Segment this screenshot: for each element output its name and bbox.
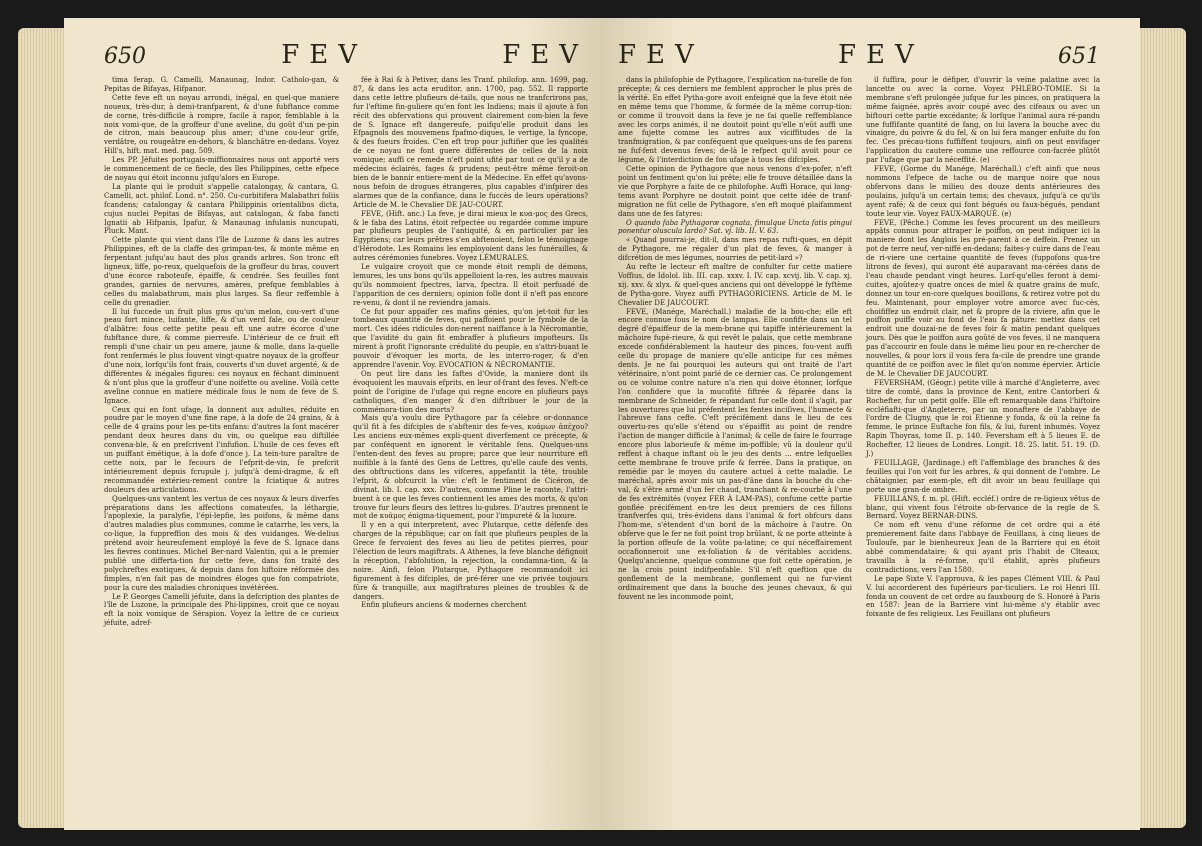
left-column-2 (353, 76, 588, 628)
right-page-number: 651 (1058, 44, 1100, 69)
paragraph: Le P. Georges Camelli jéfuite, dans la defcription des plantes de l'île de Luzone, la principale des Phi-lippines, croit que ce noyau eft la noix vomique de Sérapion. Voyez la lettre de ce curieux jéfuite, adref- (104, 592, 339, 628)
paragraph: FEUILLAGE, (Jardinage.) eft l'affemblage des branches & des feuilles qui l'on voit fur les arbres, & qui donnent de l'ombre. Le châtaignier, par exem-ple, eft dit avoir un beau feuillage qui porte une gran-de ombre. (866, 458, 1100, 494)
paragraph: il fuffira, pour le défiper, d'ouvrir la veine palatine avec la lancette ou avec la corne. Voyez PHLÉBO-TOMIE. Si la membrane s'eft prolongée jufque fur les pinces, on pratiquera la même faignée, après avoir coupé avec des cifeaux ou avec un biftouri cette partie excédante; & lorfque l'animal aura ré-pandu une fuffifante quantité de fang, on lui lavera la bouche avec du vinaigre, du poivre & du fel, & on lui fera manger enfuite du fon fec. Ces précau-tions fuffiffent toujours, ainfi on peut envifager l'application du cautere comme une reffource con-facrée plûtôt par l'ufage que par la néceffité. (e) (866, 76, 1100, 165)
paragraph: FEUILLANS, f. m. pl. (Hift. eccléf.) ordre de re-ligieux vêtus de blanc, qui vivent fous l'étroite ob-fervance de la regle de S. Bernard. Voyez BERNAR-DINS. (866, 494, 1100, 521)
left-headword-repeat: FEV (502, 40, 588, 70)
paragraph: Au refte le lecteur eft maître de confulter fur cette matiere Voffius, de Idolol. lib. III. cap. xxxv. I. IV. cap. xcvij. lib. V. cap. xj. xij. xxv. & xlyx. & quel-ques anciens qui ont développé le fyftème de Pytha-gore. Voyez auffi PYTHAGORICIENS. Article de M. le Chevalier DE JAUCOURT. (618, 263, 852, 307)
verse-quote: O quando faba Pythagoræ cognata, fimulque Uncta fatis pingui ponentur oluscula lardo? Sat. vj. lib. II. V. 63. (618, 218, 852, 236)
paragraph: Mais qu'a voulu dire Pythagore par fa célebre or-donnance qu'il fit à fes difciples de s'abftenir des fe-ves, κυάμων ἀπέχου? Les anciens eux-mêmes expli-quent diverfement ce précepte, & par conféquent en ignorent le véritable fens. Quelques-uns l'enten-dent des feves au propre; parce que leur nourriture eft nuifible à la fanté des Gens de Lettres, qu'elle caufe des vents, des obftructions dans les vifceres, appefantit la tête, trouble l'efprit, & obfcurcit la vûe: c'eft le fentiment de Cicéron, de divinat. lib. I. cap. xxx. D'autres, comme Pline le raconte, l'attri-buent à ce que les feves contiennent les ames des morts, & qu'on trouve fur leurs fleurs des lettres lu-gubres. D'autres prennent le mot de κυάμος énigma-tiquement, pour l'impureté & la luxure. (353, 414, 588, 521)
paragraph: tima ferap. G. Camelli, Manaunag, Indor. Catholo-gan, & Pepitas de Bifayas, Hifpanor. (104, 76, 339, 93)
left-running-head (104, 40, 588, 70)
paragraph: Ce nom eft venu d'une réforme de cet ordre qui a été premierement faite dans l'abbaye de Feuillans, à cinq lieues de Touloufe, par le bienheureux Jean de la Barriere qui en étoit abbé commendataire; & qui ayant pris l'habit de Cîteaux, travailla à la ré-forme, qu'il établit, après plufieurs contradictions, vers l'an 1580. (866, 521, 1100, 574)
left-headword: FEV (281, 40, 367, 70)
right-page (600, 18, 1140, 830)
paragraph: Ceux qui en font ufage, la donnent aux adultes, réduite en poudre par le moyen d'une fine rape, à la dofe de 24 grains, & à celle de 4 grains pour les pe-tits enfans: d'autres la font macérer pendant deux heures dans du vin, ou quelque eau diftillée convena-ble, & en prefcrivent l'infufion. L'huile de ces feves eft un puiffant émétique, à la dofe d'once j. La tein-ture paraître de cette noix, par le fecours de l'efprit-de-vin, fe prefcrit intérieurement depuis fcrupule j. jufqu'à demi-dragme, & eft recommandée extérieu-rement contre la fciatique & autres douleurs des articulations. (104, 405, 339, 494)
right-column-1 (618, 76, 852, 619)
paragraph: On peut lire dans les faftes d'Ovide, la maniere dont ils évoquoient les mauvais efprits, en leur of-frant des feves. N'eft-ce point de l'origine de l'ufage qui regne encore en plufieurs pays catholiques, d'en manger & d'en diftribuer le jour de la commémora-tion des morts? (353, 369, 588, 414)
paragraph: Cette plante qui vient dans l'île de Luzone & dans les autres Philippines, eft de la claffe des grimpan-tes, & monte même en ferpentant jufqu'au haut des plus grands arbres. Son tronc eft ligneux, liffe, po-reux, quelquefois de la groffeur du bras, couvert d'une écorce raboteufe, épaiffe, & cendrée. Ses feuilles font grandes, garnies de nervures, amères, prefque femblables à celles du malabathrum, mais plus larges. Sa fleur reffemble à celle du grenadier. (104, 236, 339, 307)
paragraph: fée à Rai & à Petiver, dans les Tranf. philofop. ann. 1699, pag. 87, & dans les acta eruditor, ann. 1700, pag. 552. Il rapporte dans cette lettre plufieurs dé-tails, que nous ne tranfcrirons pas, fur l'eftime fin-guliere qu'en font les Indiens; mais il ajoute à fon récit des obfervations qui prouvent clairement com-bien la feve de S. Ignace eft dangereufe, puifqu'elle produit dans les Efpagnols des mouvemens fpafmo-diques, le vertige, la fyncope, & des fueurs froides. C'en eft trop pour juftifier que les qualités de ce noyau ne font guere différentes de celles de la noix vomique; auffi ce remede n'eft point ufité par tout ce qu'il y a de médecins éclairés, fages & prudens; peut-être même feroit-on bien de le bannir entiere-ment de la Médecine. En effet qu'avons-nous befoin de drogues étrangeres, plus capables d'infpirer des alarmes que de la confiance, dans le fuccès de leurs opérations? Article de M. le Chevalier DE JAU-COURT. (353, 76, 588, 209)
paragraph: Le pape Sixte V. l'approuva, & les papes Clément VIII. & Paul V. lui accorderent des fupérieurs par-ticuliers. Le roi Henri III. fonda un couvent de cet ordre au fauxbourg de S. Honoré à Paris en 1587: Jean de la Barriere vint lui-même s'y établir avec foixante de fes religieux. Les Feuillans ont plufieurs (866, 574, 1100, 619)
paragraph: Le vulgaire croyoit que ce monde étoit rempli de démons, lemures, les uns bons qu'ils appelloient la-res, les autres mauvais qu'ils nommoient fpectres, larva, fpectra. Il étoit perfuadé de l'apparition de ces derniers; opinion folle dont il n'eft pas encore re-venu, & dont il ne reviendra jamais. (353, 263, 588, 307)
right-column-2 (866, 76, 1100, 619)
paragraph: FEVERSHAM, (Géogr.) petite ville à marché d'Angleterre, avec titre de comté, dans la province de Kent, entre Cantorberi & Rochefter, fur un petit golfe. Elle eft remarquable dans l'hiftoire eccléfiafti-que d'Angleterre, par un monaftere de l'abbaye de l'ordre de Clugny, que le roi Etienne y fonda, & où la reine fa femme, le prince Euftache fon fils, & lui, furent inhumés. Voyez Rapin Thoyras, tome II. p. 140. Feversham eft à 5 lieues E. de Rochefter, 12 lieues de Londres. Longit. 18. 25. latit. 51. 19. (D. J.) (866, 378, 1100, 459)
paragraph: Il lui fuccede un fruit plus gros qu'un melon, cou-vert d'une peau fort mince, luifante, liffe, & d'un verd fale, ou de couleur d'albâtre: fous cette petite peau eft une autre écorce d'une fubftance dure, & comme pierreufe. L'intérieur de ce fruit eft rempli d'une chair un peu amere, jaune & molle, dans la-quelle font renfermés le plus fouvent vingt-quatre noyaux de la groffeur d'une noix, lorfqu'ils font frais, couverts d'un duvet argenté, & de différentes & inégales figures: ces noyaux en féchant diminuent & n'ont plus que la groffeur d'une noifette ou aveline. Voilà cette aveline connue en matiere médicale fous le nom de feve de S. Ignace. (104, 307, 339, 405)
paragraph: FEVE, (Manége, Maréchall.) maladie de la bou-che; elle eft encore connue fous le nom de lampas. Elle confifte dans un tel degré d'épaiffeur de la mem-brane qui tapiffe intérieurement la mâchoire fupé-rieure, & qui revêt le palais, que cette membrane excede confidérablement la hauteur des pinces, fou-vent auffi celle du propage de maniere qu'elle anticipe fur ces mêmes dents. Je ne fai pourquoi les auteurs qui ont traité de l'art vétérinaire, n'ont point parlé de ce dernier cas. Ce prolongement ou ce volume contre nature n'a rien qui doive étonner, lorfque l'on confidere que la mucofité fiftrée & féparée dans la membrane de Schneider, fe répandant fur celle dont il s'agit, par les ouvertures que lui préfentent les fentes inciſives, l'humecte & l'abreuve fans ceffe. C'eft précifément dans le lieu de ces ouvertu-res qu'elle s'étend ou s'épaiffit au point de rendre l'action de manger difficile à l'animal; & celle de faire le fourrage encore plus laborieufe & même im-poffible; vû la douleur qu'il reffent à chaque inftant où le jeu des dents ... entre lefquelles cette membrane fe trouve prife & ferrée. Dans la pratique, on remédie par le moyen du cautere actuel à cette maladie. Le maréchal, après avoir mis un pas-d'âne dans la bouche du che-val, & s'être armé d'un fer chaud, tranchant & re-courbé à l'une de fes extrémités (voyez FER À LAM-PAS), confume cette partie gonflée précifément en-tre les deux premiers de ces fillons tranfverfes qui, très-évidens dans l'animal & fort obfcurs dans l'hom-me, s'étendent d'un bord de la mâchoire à l'autre. On obferve que le fer ne foit point trop brûlant, & ne porte atteinte à la portion offeufe de la voûte pa-latine; ce qui néceffairement occafionneroit une ex-foliation & de véritables accidens. Quelqu'ancienne, quelque commune que foit cette opération, je ne la crois point indifpenfable. S'il n'eft queftion que du gonflement de la membrane, gonflement qui ne fur-vient ordinairement que dans la bouche des jeunes chevaux, & qui fouvent ne les incommode point, (618, 307, 852, 601)
paragraph: « Quand pourrai-je, dit-il, dans mes repas rufti-ques, en dépit de Pythagore, me régaler d'un plat de feves, & manger à difcrétion de mes légumes, nourries de petit-lard »? (618, 236, 852, 263)
paragraph: La plante qui le produit s'appelle catalongay, & cantara, G. Camelli, act. philof. Lond. n°. 250. Cu-curbitifera Malabathri foliis fcandens; catalongay & cantara Philippinis orientalibus dicta, cujus nuclei Pepitas de Bifayas, aut catalogan, & faba fancti Ignatii ab Hifpanis, Ipafur, & Manaunag infulanis nuncupati, Pluck. Mant. (104, 182, 339, 236)
right-running-head (618, 40, 1100, 70)
paragraph: Il y en a qui interpretent, avec Plutarque, cette défenfe des charges de la république; car on fait que plufieurs peuples de la Grece fe fervoient des feves au lieu de petites pierres, pour l'élection de leurs magiftrats. A Athenes, la feve blanche défignoit la réception, l'abfolution, la rejection, la condamna-tion, & la noire. Ainfi, felon Plutarque, Pythagore recommandoit ici figurement à fes difciples, de pré-férer une vie privée toujours fûre & tranquille, aux magiftratures pleines de troubles & de dangers. (353, 521, 588, 601)
paragraph: dans la philofophie de Pythagore, l'explication na-turelle de fon précepte; & ces derniers me femblent approcher le plus près de la vérité. En effet Pytha-gore avoit enfeigné que la feve étoit née en même tems que l'homme, & formée de la même corrup-tion: or comme il trouvoit dans la feve je ne fai quelle reffemblance avec les corps animés, il ne doutoit point qu'elle n'eût auffi une ame fujette comme les autres aux viciffitudes de la tranfmigration, & par conféquent que quelques-uns de fes parens ne fuf-fent devenus feves; de-là le refpect qu'il avoit pour ce légume, & l'interdiction de fon ufage à tous fes difciples. (618, 76, 852, 165)
left-page (64, 18, 604, 830)
paragraph: Cette opinion de Pythagore que nous venons d'ex-pofer, n'eft point un fentiment qu'on lui prête; elle fe trouve détaillée dans la vie que Porphyre a faite de ce philofophe. Auffi Horace, qui long-tems avant Porphyre ne doutoit point que cette idée de tranf-migration ne fût celle de Pythagore, s'en eft moqué plaifamment dans une de fes fatyres: (618, 165, 852, 218)
left-column-1 (104, 76, 339, 628)
paragraph: Quelques-uns vantent les vertus de ces noyaux & leurs diverfes préparations dans les affections comateufes, la léthargie, l'apoplexie, la paralyfie, l'épi-lepfie, les poifons, & même dans d'autres maladies plus communes, comme le catarrhe, les vers, la co-lique, la fuppreffion des mois & des vuidanges. We-delius prétend avoir heureufement employé la feve de S. Ignace dans les fievres continues. Michel Ber-nard Valentin, qui a le premier publié une differta-tion fur cette feve, dans fon traité des polychreftes exotiques, & depuis dans fon hiftoire réformée des fimples, n'en fait pas de moindres éloges que fon compatriote, pour la cure des maladies chroniques invétérées. (104, 494, 339, 592)
paragraph: FEVE, (Gorme du Manége, Maréchall.) c'eft ainfi que nous nommons l'efpece de tache ou de marque noire que nous obfervons dans le milieu des douze dents antérieures des poulains, jufqu'à un certain tems; des chevaux, jufqu'à ce qu'ils ayent rafé; & de ceux qui font bégués ou faux-bégués, pendant toute leur vie. Voyez FAUX-MARQUÉ. (e) (866, 165, 1100, 218)
paragraph: Cette feve eft un noyau arrondi, inégal, en quel-que maniere noueux, très-dur, à demi-tranfparent, & d'une fubftance comme de corne, très-difficile à rompre, facile à rapor, femblable à la noix vomi-que, de la groffeur d'une aveline, du goût d'un pe-pin de citron, mais beaucoup plus amer; d'une cou-leur grife, verdâtre, ou rougeâtre en-dehors, & blanchâtre en-dedans. Voyez Hill's, hift. mat. med. pag. 509. (104, 93, 339, 156)
paragraph: FEVE, (Hift. anc.) La feve, je dirai mieux le κυα-μος des Grecs, & le faba des Latins, étoit refpectée ou regardée comme impure par plufieurs peuples de l'antiquité, & en particulier par les Egyptiens; car leurs prêtres s'en abftenoient, felon le témoignage d'Hérodote. Les Romains les employoient dans les funérailles, & autres cérémonies funebres. Voyez LÉMURALES. (353, 209, 588, 263)
paragraph: Enfin plufieurs anciens & modernes cherchent (361, 601, 527, 610)
right-headword: FEV (838, 40, 924, 70)
left-page-number: 650 (104, 44, 146, 69)
paragraph: FEVE, (Pêche.) Comme les feves procurent un des meilleurs appâts connus pour attraper le poiffon, on peut indiquer ici la maniere dont les Anglois les pré-parent à ce deffein. Prenez un pot de terre neuf, ver-niffé en-dedans; faites-y cuire dans de l'eau de ri-viere une certaine quantité de feves (fuppofons qua-tre litrons de feves), qui auront été auparavant ma-cérées dans de l'eau chaude pendant vingt heures. Lorf-qu'elles feront à demi-cuites, ajoûtez-y quatre onces de miel & quatre grains de mufc, donnez un tour en-core quelques bouillons, & retirez votre pot du feu. Maintenant, pour employer votre amorce avec fuc-cès, choififfez un endroit clair, net & propre de la riviere, afin que le poiffon puiffe voir au fond de l'eau fa pâture: mettez dans cet endroit une douzai-ne de feves foir & matin pendant quelques jours. Dès que le poiffon aura goûté de vos feves, il ne manquera pas d'accourir en foule dans le même lieu pour en re-chercher de nouvelles, & pour lors il vous fera fa-cile de prendre une grande quantité de ce poiffon avec le filet qu'on nomme épervier. Article de M. le Chevalier DE JAUCOURT. (866, 218, 1100, 378)
paragraph: Les PP. Jéfuites portugais-miffionnaires nous ont apporté vers le commencement de ce fiecle, des îles Philippines, cette efpece de noyau qui étoit inconnu jufqu'alors en Europe. (104, 156, 339, 182)
open-book (18, 8, 1186, 840)
paragraph: Ce fut pour appaifer ces mafins génies, qu'on jet-toit fur les tombeaux quantité de feves, qui paffoient pour le fymbole de la mort. Ces idées ridicules don-nerent naiffance à la Nécromantie, que l'avidité du gain fit embraffer à plufieurs impofteurs. Ils mirent à profit l'ignorante crédulité du peuple, en s'attri-buant le pouvoir d'évoquer les morts, de les interro-roger, & d'en apprendre l'avenir. Voy. EVOCATION & NÉCROMANTIE. (353, 307, 588, 369)
right-headword-repeat: FEV (618, 40, 704, 70)
